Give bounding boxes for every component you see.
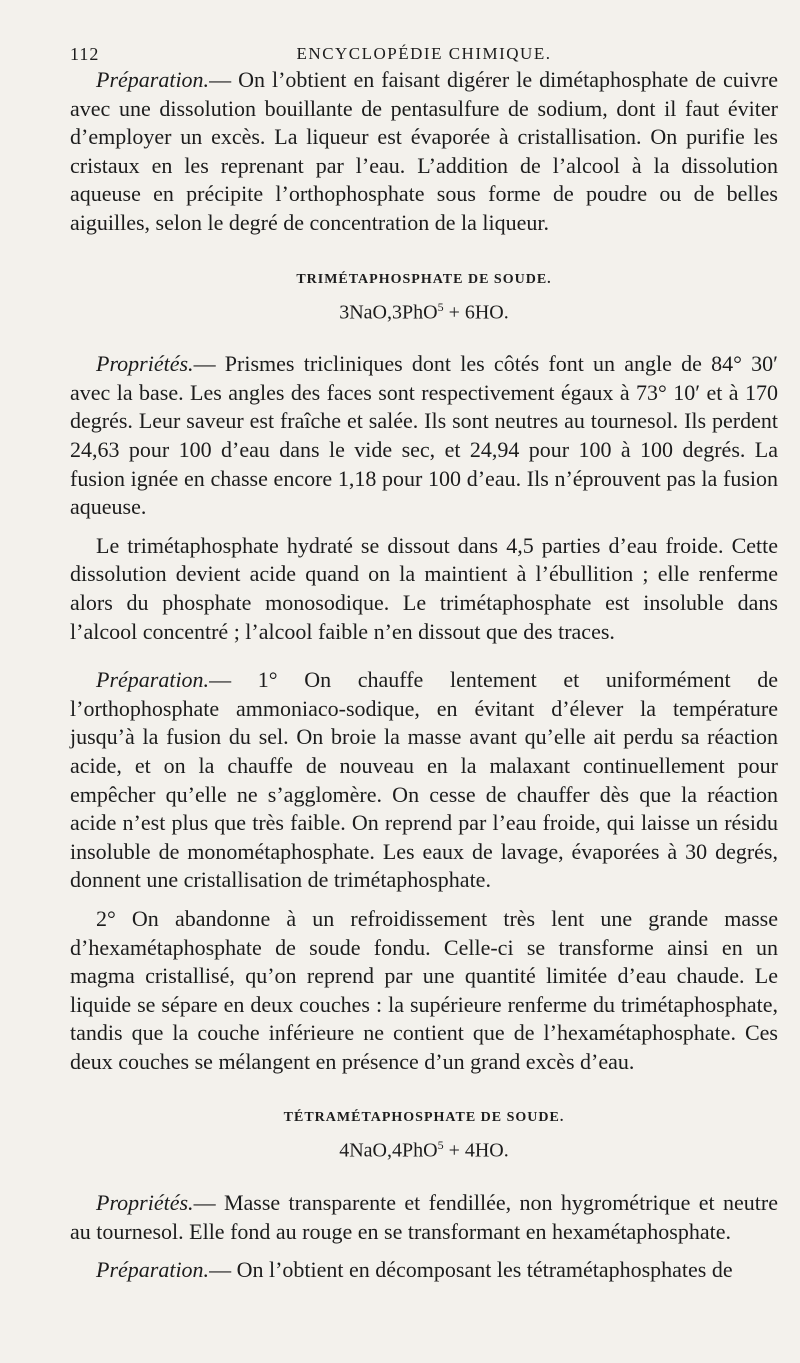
formula-superscript: 5 xyxy=(437,1138,444,1153)
preparation-text: — On l’obtient en décomposant les tétramétaphosphates de xyxy=(209,1257,733,1283)
preparation-paragraph-3 xyxy=(70,1256,778,1285)
solubility-paragraph: Le trimétaphosphate hydraté se dissout dans 4,5 parties d’eau froide. Cette dissolution devient acide quand on la maintient à l’ébullition ; elle renferme alors du phosphate monosodique. Le trimétaphosphate est insoluble dans l’alcool concentré ; l’alcool faible n’en dissout que des traces. xyxy=(70,532,778,644)
properties-text: — Masse transparente et fendillée, non hygrométrique et neutre au tournesol. Elle fond au rouge en se transformant en hexamétaphosphate. xyxy=(70,1190,778,1244)
properties-text: — Prismes tricliniques dont les côtés font un angle de 84° 30′ avec la base. Les angles des faces sont respectivement égaux à 73° 10′ et à 170 degrés. Leur saveur est fraîche et salée. Ils sont neutres au tournesol. Ils perdent 24,63 pour 100 d’eau dans le vide sec, et 24,94 pour 100 à 100 degrés. La fusion ignée en chasse encore 1,18 pour 100 d’eau. Ils n’éprouvent pas la fusion aqueuse. xyxy=(70,351,778,520)
properties-heading: Propriétés. xyxy=(96,1190,194,1216)
formula-part: 4NaO,4PhO xyxy=(339,1140,438,1163)
properties-paragraph-1 xyxy=(70,350,778,522)
formula-superscript: 5 xyxy=(437,299,444,314)
preparation-paragraph-2 xyxy=(70,666,778,895)
formula-part: + 4HO. xyxy=(443,1140,509,1163)
running-head xyxy=(70,36,778,66)
section-title-trimetaphosphate: TRIMÉTAPHOSPHATE DE SOUDE. xyxy=(296,271,552,287)
formula-trimetaphosphate xyxy=(70,300,778,325)
page-number: 112 xyxy=(70,44,100,64)
preparation-paragraph-1 xyxy=(70,66,778,238)
properties-heading: Propriétés. xyxy=(96,351,194,377)
preparation-method-2-paragraph: 2° On abandonne à un refroidissement très lent une grande masse d’hexamétaphosphate de soude fondu. Celle-ci se transforme ainsi en un magma cristallisé, qu’on reprend par une quantité limitée d’eau chaude. Le liquide se sépare en deux couches : la supérieure renferme du trimétaphosphate, tandis que la couche inférieure ne contient que de l’hexamétaphosphate. Ces deux couches se mélangent en présence d’un grand excès d’eau. xyxy=(70,905,778,1074)
properties-paragraph-2 xyxy=(70,1189,778,1246)
preparation-text: — On l’obtient en faisant digérer le dimétaphosphate de cuivre avec une dissolution bouillante de pentasulfure de sodium, dont il faut éviter d’employer un excès. La liqueur est évaporée à cristallisation. On purifie les cristaux en les reprenant par l’eau. L’addition de l’alcool à la dissolution aqueuse en précipite l’orthophosphate sous forme de poudre ou de belles aiguilles, selon le degré de concentration de la liqueur. xyxy=(70,67,778,235)
formula-part: + 6HO. xyxy=(443,301,509,324)
preparation-heading: Préparation. xyxy=(96,67,210,92)
section-title-tetrametaphosphate: TÉTRAMÉTAPHOSPHATE DE SOUDE. xyxy=(283,1110,565,1126)
preparation-heading: Préparation. xyxy=(96,1257,210,1283)
formula-part: 3NaO,3PhO xyxy=(339,301,438,324)
running-title: ENCYCLOPÉDIE CHIMIQUE. xyxy=(296,44,552,63)
preparation-text: — 1° On chauffe lentement et uniformément de l’orthophosphate ammoniaco-sodique, en évitant d’élever la température jusqu’à la fusion du sel. On broie la masse avant qu’elle ait perdu sa réaction acide, et on la chauffe de nouveau en la malaxant continuellement pour empêcher qu’elle ne s’agglomère. On cesse de chauffer dès que la réaction acide n’est plus que très faible. On reprend par l’eau froide, qui laisse un résidu insoluble de monométaphosphate. Les eaux de lavage, évaporées à 30 degrés, donnent une cristallisation de trimétaphosphate. xyxy=(70,667,778,893)
formula-tetrametaphosphate xyxy=(70,1138,778,1163)
preparation-heading: Préparation. xyxy=(96,667,210,693)
